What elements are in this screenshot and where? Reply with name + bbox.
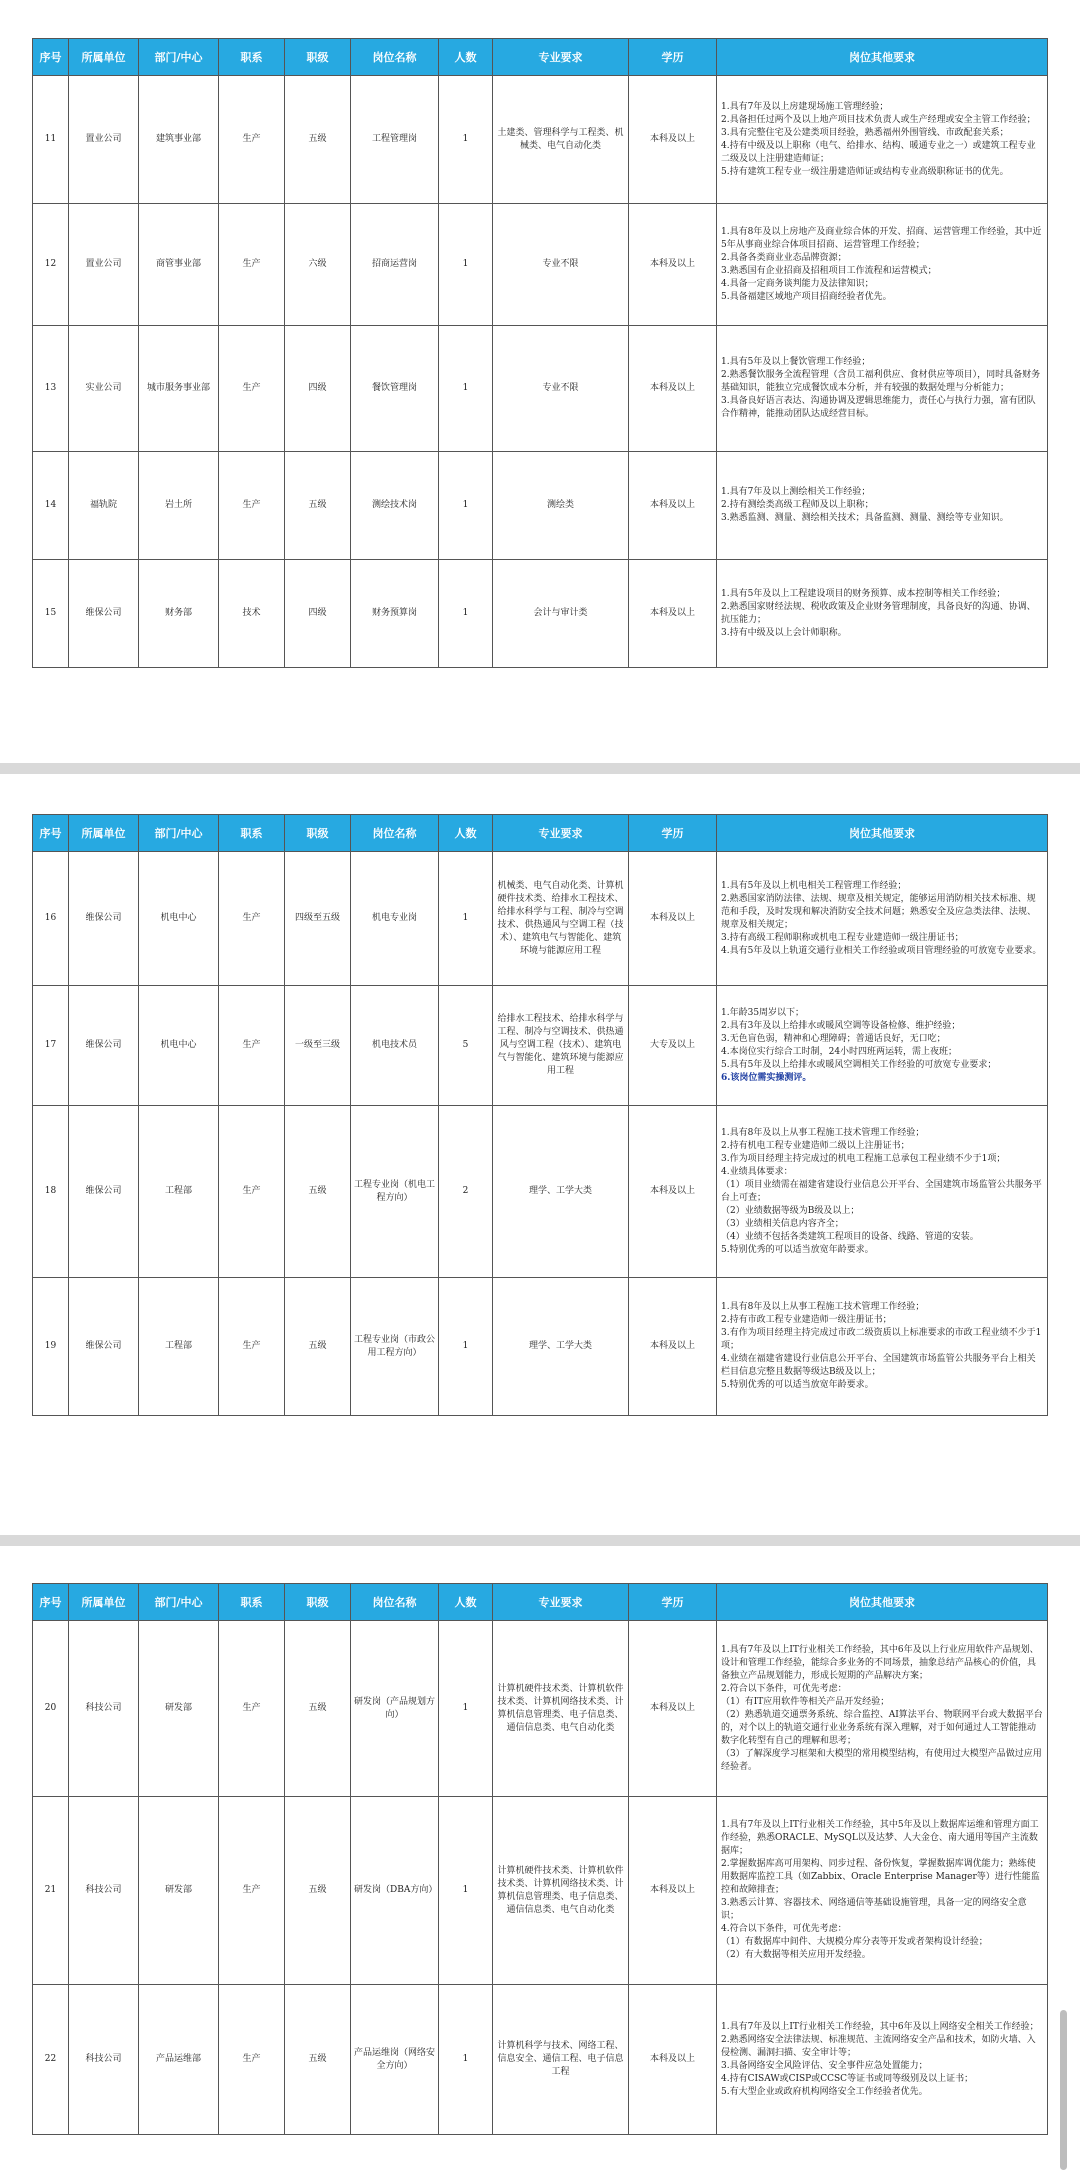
cell-other-requirements (717, 452, 1048, 560)
requirement-line: 2.持有机电工程专业建造师二级以上注册证书； (721, 1140, 910, 1151)
cell-level: 五级 (285, 1278, 351, 1416)
column-header: 人数 (439, 815, 493, 852)
cell-other-requirements (717, 1985, 1048, 2135)
requirement-line: 1.具有8年及以上从事工程施工技术管理工作经验； (721, 1127, 925, 1138)
column-header: 岗位名称 (351, 1584, 439, 1621)
requirement-line: 4.具有5年及以上轨道交通行业相关工作经验或项目管理经验的可放宽专业要求。 (721, 945, 1042, 956)
cell-major: 计算机科学与技术、网络工程、信息安全、通信工程、电子信息工程 (493, 1985, 629, 2135)
cell-level: 四级 (285, 326, 351, 452)
column-header: 所属单位 (69, 815, 139, 852)
column-header: 部门/中心 (139, 39, 219, 76)
cell-dept: 机电中心 (139, 852, 219, 986)
table-page-2 (32, 814, 1048, 1416)
requirement-line: 3.具备良好语言表达、沟通协调及逻辑思维能力，责任心与执行力强，富有团队合作精神，能推动团队达成经营目标。 (721, 396, 1036, 419)
cell-post: 餐饮管理岗 (351, 326, 439, 452)
requirement-line: 2.熟悉国家财经法规、税收政策及企业财务管理制度，具备良好的沟通、协调、抗压能力； (721, 601, 1036, 625)
column-header: 学历 (629, 39, 717, 76)
cell-other-requirements (717, 326, 1048, 452)
cell-level: 五级 (285, 1985, 351, 2135)
table-header-row (33, 39, 1048, 76)
job-table (32, 814, 1048, 1416)
cell-dept: 财务部 (139, 560, 219, 668)
page-separator (0, 763, 1080, 774)
requirement-line: 1.具有5年及以上机电相关工程管理工作经验； (721, 880, 907, 891)
column-header: 职系 (219, 815, 285, 852)
cell-level: 一级至三级 (285, 986, 351, 1106)
cell-major: 专业不限 (493, 326, 629, 452)
cell-count: 1 (439, 1797, 493, 1985)
column-header: 职级 (285, 1584, 351, 1621)
requirement-line: 3.熟悉国有企业招商及招租项目工作流程和运营模式； (721, 265, 937, 276)
cell-no: 15 (33, 560, 69, 668)
cell-other-requirements (717, 76, 1048, 204)
column-header: 序号 (33, 39, 69, 76)
cell-count: 1 (439, 76, 493, 204)
cell-major: 理学、工学大类 (493, 1278, 629, 1416)
cell-post: 机电技术员 (351, 986, 439, 1106)
requirement-line: 1.具有8年及以上房地产及商业综合体的开发、招商、运营管理工作经验，其中近5年从事商业综合体项目招商、运营管理工作经验； (721, 226, 1042, 250)
cell-level: 五级 (285, 76, 351, 204)
cell-other-requirements (717, 1621, 1048, 1797)
requirement-line: 1.具有7年及以上房建现场施工管理经验； (721, 101, 889, 112)
cell-post: 研发岗（DBA方向） (351, 1797, 439, 1985)
cell-level: 五级 (285, 1106, 351, 1278)
cell-other-requirements (717, 986, 1048, 1106)
column-header: 岗位名称 (351, 39, 439, 76)
cell-dept: 建筑事业部 (139, 76, 219, 204)
column-header: 序号 (33, 815, 69, 852)
cell-major: 计算机硬件技术类、计算机软件技术类、计算机网络技术类、计算机信息管理类、电子信息类、通信信息类、电气自动化类 (493, 1621, 629, 1797)
cell-unit: 维保公司 (69, 1278, 139, 1416)
requirement-line: 2.熟悉国家消防法律、法规、规章及相关规定，能够运用消防相关技术标准、规范和手段，及时发现和解决消防安全技术问题；熟悉安全及应急类法律、法规、规章及相关规定； (721, 893, 1037, 930)
table-row (33, 76, 1048, 204)
column-header: 职级 (285, 815, 351, 852)
requirement-line: 1.具有7年及以上IT行业相关工作经验，其中5年及以上数据库运维和管理方面工作经验，熟悉ORACLE、MySQL以及达梦、人大金仓、南大通用等国产主流数据库； (721, 1820, 1039, 1856)
cell-edu: 本科及以上 (629, 1985, 717, 2135)
cell-level: 四级至五级 (285, 852, 351, 986)
cell-series: 生产 (219, 1278, 285, 1416)
requirement-line: 4.符合以下条件，可优先考虑： (721, 1924, 847, 1934)
table-row (33, 204, 1048, 326)
cell-post: 产品运维岗（网络安全方向） (351, 1985, 439, 2135)
requirement-line: （2）业绩数据等级为B级及以上； (721, 1205, 860, 1216)
cell-other-requirements (717, 560, 1048, 668)
cell-edu: 大专及以上 (629, 986, 717, 1106)
requirement-line: 3.熟悉监测、测量、测绘相关技术；具备监测、测量、测绘等专业知识。 (721, 513, 1009, 523)
requirement-line: （4）业绩不包括各类建筑工程项目的设备、线路、管道的安装。 (721, 1231, 979, 1242)
page-separator (0, 1535, 1080, 1546)
cell-major: 给排水工程技术、给排水科学与工程、制冷与空调技术、供热通风与空调工程（技术）、建筑电气与智能化、建筑环境与能源应用工程 (493, 986, 629, 1106)
column-header: 专业要求 (493, 39, 629, 76)
requirement-line: （1）有数据库中间件、大规模分库分表等开发或者架构设计经验； (721, 1937, 988, 1947)
cell-no: 17 (33, 986, 69, 1106)
cell-count: 1 (439, 452, 493, 560)
column-header: 岗位其他要求 (717, 815, 1048, 852)
requirement-line-highlight: 6.该岗位需实操测评。 (721, 1072, 812, 1083)
cell-count: 1 (439, 560, 493, 668)
cell-dept: 机电中心 (139, 986, 219, 1106)
cell-post: 工程专业岗（机电工程方向） (351, 1106, 439, 1278)
cell-series: 生产 (219, 326, 285, 452)
cell-series: 生产 (219, 852, 285, 986)
requirement-line: 3.有作为项目经理主持完成过市政二级资质以上标准要求的市政工程业绩不少于1项； (721, 1328, 1042, 1351)
cell-post: 工程管理岗 (351, 76, 439, 204)
cell-level: 六级 (285, 204, 351, 326)
requirement-line: 5.有大型企业或政府机构网络安全工作经验者优先。 (721, 2086, 928, 2097)
column-header: 部门/中心 (139, 815, 219, 852)
cell-unit: 福轨院 (69, 452, 139, 560)
job-table (32, 1583, 1048, 2135)
table-row (33, 1278, 1048, 1416)
cell-dept: 工程部 (139, 1278, 219, 1416)
cell-edu: 本科及以上 (629, 76, 717, 204)
cell-dept: 产品运维部 (139, 1985, 219, 2135)
requirement-line: 4.持有中级及以上职称（电气、给排水、结构、暖通专业之一）或建筑工程专业二级及以上注册建造师证； (721, 140, 1036, 164)
requirement-line: 1.具有8年及以上从事工程施工技术管理工作经验； (721, 1302, 925, 1312)
cell-no: 21 (33, 1797, 69, 1985)
cell-major: 测绘类 (493, 452, 629, 560)
cell-dept: 城市服务事业部 (139, 326, 219, 452)
column-header: 序号 (33, 1584, 69, 1621)
requirement-line: 1.年龄35周岁以下； (721, 1007, 805, 1018)
requirement-line: 5.持有建筑工程专业一级注册建造师证或结构专业高级职称证书的优先。 (721, 166, 1009, 177)
table-row (33, 1797, 1048, 1985)
requirement-line: 4.业绩具体要求： (721, 1166, 793, 1177)
cell-series: 生产 (219, 986, 285, 1106)
cell-unit: 置业公司 (69, 204, 139, 326)
requirement-line: 3.具备网络安全风险评估、安全事件应急处置能力； (721, 2060, 928, 2071)
requirement-line: 3.持有中级及以上会计师职称。 (721, 627, 847, 638)
requirement-line: 3.作为项目经理主持完成过的机电工程施工总承包工程业绩不少于1项； (721, 1153, 1006, 1164)
requirement-line: 2.符合以下条件，可优先考虑： (721, 1683, 847, 1694)
column-header: 岗位其他要求 (717, 39, 1048, 76)
table-row (33, 452, 1048, 560)
cell-edu: 本科及以上 (629, 1278, 717, 1416)
cell-level: 五级 (285, 452, 351, 560)
requirement-line: （2）熟悉轨道交通票务系统、综合监控、AI算法平台、物联网平台或大数据平台的，对个以上的轨道交通行业业务系统有深入理解，对于如何通过人工智能推动数字化转型有自己的理解和思考； (721, 1709, 1043, 1746)
cell-unit: 维保公司 (69, 852, 139, 986)
cell-post: 财务预算岗 (351, 560, 439, 668)
column-header: 岗位其他要求 (717, 1584, 1048, 1621)
cell-series: 生产 (219, 1985, 285, 2135)
cell-other-requirements (717, 1797, 1048, 1985)
cell-edu: 本科及以上 (629, 326, 717, 452)
cell-dept: 岩土所 (139, 452, 219, 560)
table-row (33, 560, 1048, 668)
cell-count: 1 (439, 204, 493, 326)
table-row (33, 326, 1048, 452)
requirement-line: 3.具有完整住宅及公建类项目经验，熟悉福州外围管线、市政配套关系； (721, 127, 1009, 138)
requirement-line: 5.特别优秀的可以适当放宽年龄要求。 (721, 1380, 874, 1390)
requirement-line: 2.持有测绘类高级工程师及以上职称； (721, 500, 874, 510)
table-row (33, 1985, 1048, 2135)
column-header: 人数 (439, 39, 493, 76)
column-header: 部门/中心 (139, 1584, 219, 1621)
cell-unit: 科技公司 (69, 1797, 139, 1985)
cell-major: 专业不限 (493, 204, 629, 326)
cell-count: 5 (439, 986, 493, 1106)
cell-major: 会计与审计类 (493, 560, 629, 668)
requirement-line: 2.持有市政工程专业建造师一级注册证书； (721, 1315, 892, 1325)
table-row (33, 1106, 1048, 1278)
scrollbar[interactable] (1060, 2010, 1067, 2170)
cell-unit: 实业公司 (69, 326, 139, 452)
job-table (32, 38, 1048, 668)
cell-edu: 本科及以上 (629, 1106, 717, 1278)
column-header: 所属单位 (69, 39, 139, 76)
cell-no: 14 (33, 452, 69, 560)
requirement-line: 5.具有5年及以上给排水或暖风空调相关工作经验的可放宽专业要求； (721, 1059, 997, 1070)
requirement-line: 4.本岗位实行综合工时制，24小时四班两运转，需上夜班； (721, 1046, 958, 1057)
cell-edu: 本科及以上 (629, 204, 717, 326)
cell-other-requirements (717, 1106, 1048, 1278)
requirement-line: 1.具有5年及以上餐饮管理工作经验； (721, 357, 871, 367)
requirement-line: 1.具有7年及以上IT行业相关工作经验，其中6年及以上行业应用软件产品规划、设计和管理工作经验，能综合多业务的不同场景，抽象总结产品核心的价值，具备独立产品规划能力，形成长短期的产品解决方案； (721, 1644, 1039, 1681)
requirement-line: 2.具有3年及以上给排水或暖风空调等设备检修、维护经验； (721, 1020, 961, 1031)
cell-series: 生产 (219, 1797, 285, 1985)
column-header: 专业要求 (493, 815, 629, 852)
cell-other-requirements (717, 1278, 1048, 1416)
cell-series: 生产 (219, 452, 285, 560)
requirement-line: （1）有IT应用软件等相关产品开发经验； (721, 1696, 890, 1707)
table-header-row (33, 815, 1048, 852)
cell-level: 五级 (285, 1797, 351, 1985)
cell-series: 生产 (219, 1621, 285, 1797)
column-header: 岗位名称 (351, 815, 439, 852)
column-header: 职级 (285, 39, 351, 76)
cell-unit: 置业公司 (69, 76, 139, 204)
requirement-line: 3.熟悉云计算、容器技术、网络通信等基础设施管理，具备一定的网络安全意识； (721, 1898, 1027, 1921)
cell-no: 13 (33, 326, 69, 452)
cell-no: 16 (33, 852, 69, 986)
cell-dept: 商管事业部 (139, 204, 219, 326)
requirement-line: 2.具备担任过两个及以上地产项目技术负责人或生产经理或安全主管工作经验； (721, 114, 1036, 125)
cell-other-requirements (717, 204, 1048, 326)
requirement-line: 4.具备一定商务谈判能力及法律知识； (721, 278, 874, 289)
cell-level: 四级 (285, 560, 351, 668)
cell-no: 11 (33, 76, 69, 204)
requirement-line: 5.具备福建区域地产项目招商经验者优先。 (721, 291, 892, 302)
requirement-line: 1.具有5年及以上工程建设项目的财务预算、成本控制等相关工作经验； (721, 588, 1006, 599)
cell-count: 1 (439, 326, 493, 452)
cell-no: 19 (33, 1278, 69, 1416)
requirement-line: 5.特别优秀的可以适当放宽年龄要求。 (721, 1244, 874, 1255)
cell-count: 1 (439, 1278, 493, 1416)
requirement-line: 2.熟悉网络安全法律法规、标准规范、主流网络安全产品和技术，如防火墙、入侵检测、漏洞扫描、安全审计等； (721, 2034, 1036, 2058)
cell-count: 1 (439, 852, 493, 986)
requirement-line: 1.具有7年及以上IT行业相关工作经验，其中6年及以上网络安全相关工作经验； (721, 2021, 1039, 2032)
cell-dept: 研发部 (139, 1621, 219, 1797)
cell-edu: 本科及以上 (629, 452, 717, 560)
requirement-line: 3.持有高级工程师职称或机电工程专业建造师一级注册证书； (721, 932, 964, 943)
table-row (33, 986, 1048, 1106)
table-row (33, 1621, 1048, 1797)
cell-no: 12 (33, 204, 69, 326)
cell-dept: 工程部 (139, 1106, 219, 1278)
cell-unit: 维保公司 (69, 1106, 139, 1278)
requirement-line: 2.具备各类商业业态品牌资源； (721, 252, 847, 263)
requirement-line: 2.掌握数据库高可用架构、同步过程、备份恢复，掌握数据库调优能力；熟练使用数据库监控工具（如Zabbix、Oracle Enterprise Manager等）进行性能监控和故障排查； (721, 1859, 1040, 1895)
cell-major: 计算机硬件技术类、计算机软件技术类、计算机网络技术类、计算机信息管理类、电子信息类、通信信息类、电气自动化类 (493, 1797, 629, 1985)
requirement-line: 4.持有CISAW或CISP或CCSC等证书或同等级别及以上证书； (721, 2073, 974, 2084)
column-header: 所属单位 (69, 1584, 139, 1621)
column-header: 学历 (629, 815, 717, 852)
cell-count: 1 (439, 1621, 493, 1797)
column-header: 学历 (629, 1584, 717, 1621)
column-header: 职系 (219, 39, 285, 76)
cell-post: 机电专业岗 (351, 852, 439, 986)
cell-series: 技术 (219, 560, 285, 668)
cell-series: 生产 (219, 76, 285, 204)
cell-edu: 本科及以上 (629, 1797, 717, 1985)
requirement-line: 1.具有7年及以上测绘相关工作经验； (721, 487, 871, 497)
cell-no: 18 (33, 1106, 69, 1278)
requirement-line: （2）有大数据等相关应用开发经验。 (721, 1950, 871, 1960)
cell-count: 1 (439, 1985, 493, 2135)
cell-major: 理学、工学大类 (493, 1106, 629, 1278)
column-header: 专业要求 (493, 1584, 629, 1621)
table-page-1 (32, 38, 1048, 668)
requirement-line: 2.熟悉餐饮服务全流程管理（含员工福利供应、食材供应等项目），同时具备财务基础知识，能独立完成餐饮成本分析，并有较强的数据处理与分析能力； (721, 370, 1041, 393)
cell-edu: 本科及以上 (629, 852, 717, 986)
cell-major: 土建类、管理科学与工程类、机械类、电气自动化类 (493, 76, 629, 204)
column-header: 职系 (219, 1584, 285, 1621)
cell-no: 20 (33, 1621, 69, 1797)
cell-post: 研发岗（产品规划方向） (351, 1621, 439, 1797)
cell-post: 工程专业岗（市政公用工程方向） (351, 1278, 439, 1416)
cell-edu: 本科及以上 (629, 560, 717, 668)
cell-count: 2 (439, 1106, 493, 1278)
requirement-line: （3）业绩相关信息内容齐全； (721, 1218, 844, 1229)
cell-series: 生产 (219, 1106, 285, 1278)
cell-other-requirements (717, 852, 1048, 986)
cell-series: 生产 (219, 204, 285, 326)
cell-unit: 科技公司 (69, 1985, 139, 2135)
requirement-line: 3.无色盲色弱，精神和心理障碍；普通话良好，无口吃； (721, 1033, 946, 1044)
requirement-line: （3）了解深度学习框架和大模型的常用模型结构，有使用过大模型产品做过应用经验者。 (721, 1748, 1042, 1772)
requirement-line: 4.业绩在福建省建设行业信息公开平台、全国建筑市场监管公共服务平台上相关栏目信息完整且数据等级达B级及以上； (721, 1354, 1036, 1377)
cell-no: 22 (33, 1985, 69, 2135)
cell-unit: 维保公司 (69, 560, 139, 668)
table-row (33, 852, 1048, 986)
table-header-row (33, 1584, 1048, 1621)
cell-major: 机械类、电气自动化类、计算机硬件技术类、给排水工程技术、给排水科学与工程、制冷与空调技术、供热通风与空调工程（技术）、建筑电气与智能化、建筑环境与能源应用工程 (493, 852, 629, 986)
table-page-3 (32, 1583, 1048, 2135)
cell-unit: 维保公司 (69, 986, 139, 1106)
column-header: 人数 (439, 1584, 493, 1621)
cell-level: 五级 (285, 1621, 351, 1797)
cell-edu: 本科及以上 (629, 1621, 717, 1797)
cell-unit: 科技公司 (69, 1621, 139, 1797)
cell-post: 招商运营岗 (351, 204, 439, 326)
cell-post: 测绘技术岗 (351, 452, 439, 560)
requirement-line: （1）项目业绩需在福建省建设行业信息公开平台、全国建筑市场监管公共服务平台上可查； (721, 1179, 1042, 1203)
cell-dept: 研发部 (139, 1797, 219, 1985)
